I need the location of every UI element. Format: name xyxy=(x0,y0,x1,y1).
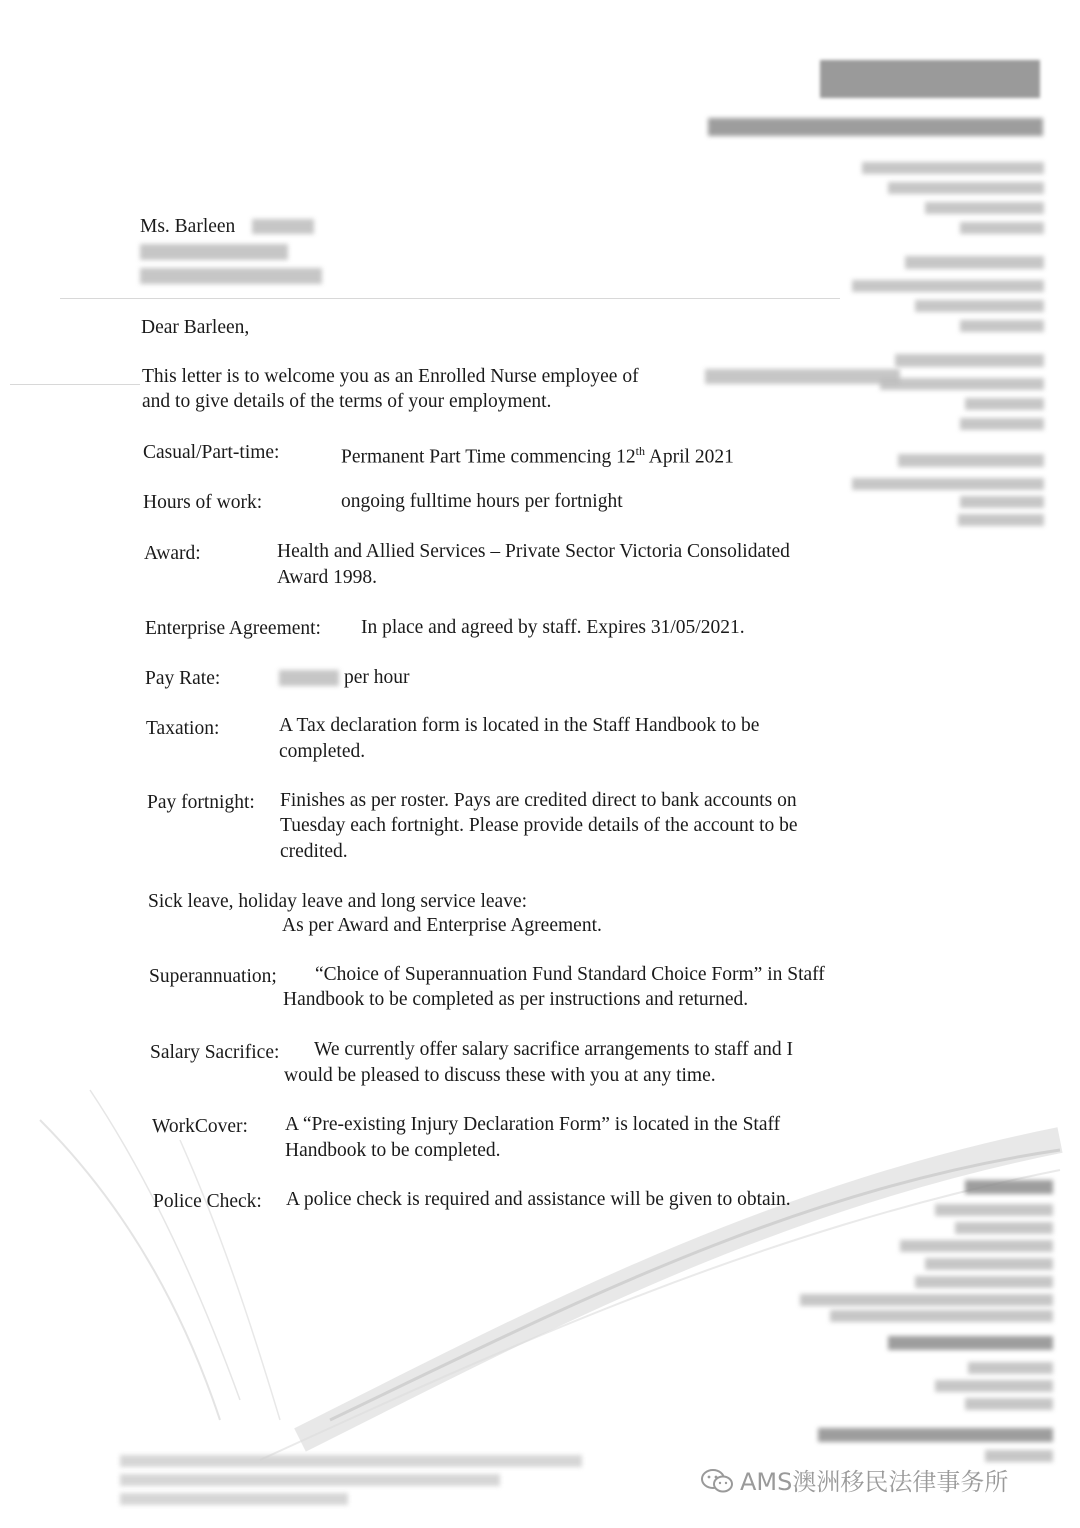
salary-sacrifice-line-1: We currently offer salary sacrifice arrangements to staff and I xyxy=(314,1039,794,1060)
contact-block-redacted xyxy=(965,1180,1053,1194)
address-block-redacted xyxy=(852,280,1044,292)
casual-label: Casual/Part-time: xyxy=(143,442,280,463)
address-block-redacted xyxy=(960,418,1044,430)
footer-text-redacted xyxy=(120,1474,500,1486)
taxation-label: Taxation: xyxy=(146,718,220,739)
casual-value-prefix: Permanent Part Time commencing 12 xyxy=(341,446,636,468)
company-tagline-redacted xyxy=(708,118,1043,136)
award-line-1: Health and Allied Services – Private Sector Victoria Consolidated xyxy=(277,541,790,562)
award-line-2: Award 1998. xyxy=(277,567,378,588)
contact-block-redacted xyxy=(935,1380,1053,1392)
casual-value-ordinal: th xyxy=(635,444,645,458)
casual-value xyxy=(341,438,734,471)
address-block-redacted xyxy=(888,182,1044,194)
super-line-1: “Choice of Superannuation Fund Standard Choice Form” in Staff xyxy=(315,964,825,985)
enterprise-label: Enterprise Agreement: xyxy=(145,618,321,639)
contact-block-redacted xyxy=(935,1204,1053,1216)
leave-label: Sick leave, holiday leave and long service leave: xyxy=(148,891,528,912)
scan-line xyxy=(10,384,140,385)
recipient-address-redacted xyxy=(140,268,322,284)
watermark xyxy=(700,1462,1008,1497)
pay-fortnight-line-1: Finishes as per roster. Pays are credited direct to bank accounts on xyxy=(280,790,797,811)
address-block-redacted xyxy=(965,398,1044,410)
address-block-redacted xyxy=(915,300,1044,312)
address-block-redacted xyxy=(960,496,1044,508)
contact-block-redacted xyxy=(830,1310,1053,1322)
wechat-icon xyxy=(700,1468,734,1494)
intro-line-1: This letter is to welcome you as an Enrolled Nurse employee of xyxy=(142,366,639,387)
employer-name-redacted xyxy=(705,369,900,384)
contact-block-redacted xyxy=(800,1294,1053,1306)
footer-text-redacted xyxy=(120,1493,348,1505)
footer-text-redacted xyxy=(120,1455,582,1467)
intro-line-2: and to give details of the terms of your employment. xyxy=(142,391,552,412)
enterprise-value: In place and agreed by staff. Expires 31/05/2021. xyxy=(361,617,745,638)
workcover-line-1: A “Pre-existing Injury Declaration Form” is located in the Staff xyxy=(285,1114,781,1135)
recipient-name: Ms. Barleen xyxy=(140,216,236,237)
watermark-text: AMS澳洲移民法律事务所 xyxy=(740,1468,1009,1496)
workcover-line-2: Handbook to be completed. xyxy=(285,1140,501,1161)
contact-block-redacted xyxy=(965,1398,1053,1410)
pay-rate-value: per hour xyxy=(344,667,410,688)
contact-block-redacted xyxy=(915,1276,1053,1288)
hours-value: ongoing fulltime hours per fortnight xyxy=(341,491,623,512)
address-block-redacted xyxy=(862,162,1044,174)
pay-fortnight-line-2: Tuesday each fortnight. Please provide details of the account to be xyxy=(280,815,798,836)
recipient-surname-redacted xyxy=(252,219,314,234)
address-block-redacted xyxy=(905,256,1044,269)
pay-rate-amount-redacted xyxy=(279,670,339,686)
scan-line xyxy=(60,298,840,299)
hours-label: Hours of work: xyxy=(143,492,263,513)
workcover-label: WorkCover: xyxy=(152,1116,248,1137)
salary-sacrifice-line-2: would be pleased to discuss these with you at any time. xyxy=(284,1065,716,1086)
address-block-redacted xyxy=(960,320,1044,332)
super-line-2: Handbook to be completed as per instructions and returned. xyxy=(283,989,749,1010)
contact-block-redacted xyxy=(888,1336,1053,1350)
pay-rate-label: Pay Rate: xyxy=(145,668,221,689)
contact-block-redacted xyxy=(985,1450,1053,1462)
address-block-redacted xyxy=(880,378,1044,390)
contact-block-redacted xyxy=(955,1222,1053,1234)
police-check-value: A police check is required and assistance will be given to obtain. xyxy=(286,1189,791,1210)
contact-block-redacted xyxy=(925,1258,1053,1270)
contact-block-redacted xyxy=(900,1240,1053,1252)
taxation-line-1: A Tax declaration form is located in the Staff Handbook to be xyxy=(279,715,760,736)
leave-value: As per Award and Enterprise Agreement. xyxy=(282,915,602,936)
address-block-redacted xyxy=(958,514,1044,526)
taxation-line-2: completed. xyxy=(279,741,366,762)
address-block-redacted xyxy=(895,354,1044,367)
address-block-redacted xyxy=(852,478,1044,490)
salutation: Dear Barleen, xyxy=(141,317,250,338)
pay-fortnight-line-3: credited. xyxy=(280,841,348,862)
casual-value-suffix: April 2021 xyxy=(644,446,734,468)
address-block-redacted xyxy=(925,202,1044,214)
contact-block-redacted xyxy=(968,1362,1053,1374)
address-block-redacted xyxy=(898,454,1044,467)
contact-block-redacted xyxy=(818,1428,1053,1442)
salary-sacrifice-label: Salary Sacrifice: xyxy=(150,1042,280,1063)
pay-fortnight-label: Pay fortnight: xyxy=(147,792,255,813)
super-label: Superannuation; xyxy=(149,966,277,987)
police-check-label: Police Check: xyxy=(153,1191,262,1212)
recipient-address-redacted xyxy=(140,244,288,260)
award-label: Award: xyxy=(144,543,201,564)
company-logo-redacted xyxy=(820,60,1040,98)
address-block-redacted xyxy=(960,222,1044,234)
